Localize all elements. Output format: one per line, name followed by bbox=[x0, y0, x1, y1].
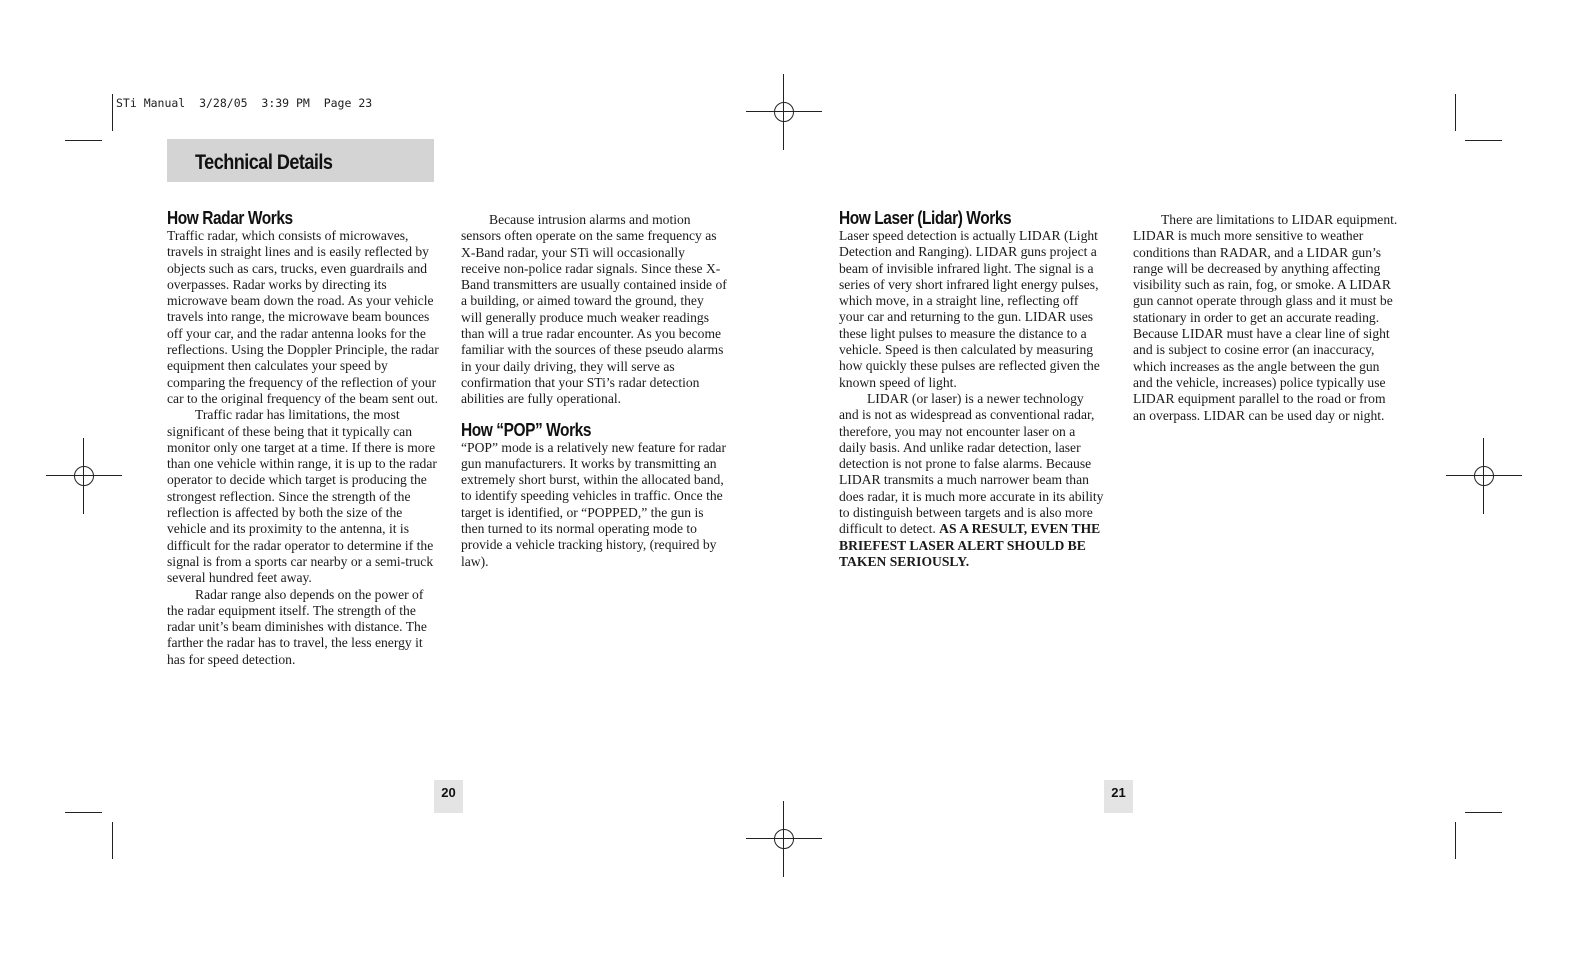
paragraph: There are limitations to LIDAR equipment. LIDAR is much more sensitive to weather conditions than RADAR, and a LIDAR gun’s range will be decreased by anything affecting visibility such as rain, fog, or smoke. A LIDAR gun cannot operate through glass and it must be stationary in order to get an accurate reading. Because LIDAR must have a clear line of sight and is subject to cosine error (an inaccuracy, which increases as the angle between the gun and the vehicle, increases) police typically use LIDAR equipment parallel to the road or from an overpass. LIDAR can be used day or night. bbox=[1133, 212, 1398, 423]
heading-how-radar-works: How Radar Works bbox=[167, 208, 293, 228]
heading-how-pop-works: How “POP” Works bbox=[461, 419, 592, 440]
paragraph: Laser speed detection is actually LIDAR (Light Detection and Ranging). LIDAR guns project a beam of invisible infrared light. The signal is a series of very short infrared light energy pulses, which move, in a straight line, reflecting off your car and returning to the gun. LIDAR uses these light pulses to measure the distance to a vehicle. Speed is then calculated by measuring how quickly these pulses are reflected given the known speed of light. bbox=[839, 228, 1100, 390]
crop-mark bbox=[1465, 812, 1502, 813]
warning-text: AS A RESULT, EVEN THE BRIEFEST LASER ALERT SHOULD BE TAKEN SERIOUSLY. bbox=[839, 521, 1101, 569]
heading-how-laser-works: How Laser (Lidar) Works bbox=[839, 208, 1012, 228]
column-lidar-limitations bbox=[1133, 212, 1401, 424]
column-how-laser-works bbox=[839, 208, 1105, 570]
crop-mark bbox=[112, 94, 113, 131]
column-how-radar-works bbox=[167, 208, 439, 668]
crop-mark bbox=[1455, 822, 1456, 859]
column-radar-continued bbox=[461, 212, 727, 570]
crop-mark bbox=[65, 140, 102, 141]
paragraph: “POP” mode is a relatively new feature for radar gun manufacturers. It works by transmitting an extremely short burst, within the allocated band, to identify speeding vehicles in traffic. Once the target is identified, or “POPPED,” the gun is then turned to its normal operating mode to provide a vehicle tracking history, (required by law). bbox=[461, 439, 726, 569]
registration-mark-icon bbox=[746, 74, 822, 150]
registration-mark-icon bbox=[746, 801, 822, 877]
paragraph bbox=[839, 391, 1105, 570]
paragraph: Radar range also depends on the power of the radar equipment itself. The strength of the radar unit’s beam diminishes with distance. The farther the radar has to travel, the less energy it has for speed detection. bbox=[167, 586, 427, 667]
paragraph: Traffic radar has limitations, the most significant of these being that it typically can monitor only one target at a time. If there is more than one vehicle within range, it is up to the radar operator to decide which target is producing the strongest reflection. Since the strength of the reflection is affected by both the size of the vehicle and its proximity to the antenna, it is difficult for the radar operator to determine if the signal is from a sports car nearby or a semi-truck several hundred feet away. bbox=[167, 407, 437, 586]
page-number: 20 bbox=[434, 780, 463, 813]
section-banner bbox=[167, 139, 434, 182]
paragraph: Traffic radar, which consists of microwaves, travels in straight lines and is easily reflected by objects such as cars, trucks, even guardrails and overpasses. Radar works by directing its microwave beam down the road. As your vehicle travels into range, the microwave beam bounces off your car, and the radar antenna looks for the reflections. Using the Doppler Principle, the radar equipment then calculates your speed by comparing the frequency of the reflection of your car to the original frequency of the beam sent out. bbox=[167, 228, 439, 406]
registration-mark-icon bbox=[1446, 438, 1522, 514]
crop-mark bbox=[1465, 140, 1502, 141]
paragraph: Because intrusion alarms and motion sensors often operate on the same frequency as X-Band radar, your STi will occasionally receive non-police radar signals. Since these X-Band transmitters are usually contained inside of a building, or aimed toward the ground, they will generally produce much weaker readings than will a true radar encounter. As you become familiar with the sources of these pseudo alarms in your daily driving, they will serve as confirmation that your STi’s radar detection abilities are fully operational. bbox=[461, 212, 727, 407]
crop-mark bbox=[112, 822, 113, 859]
crop-mark bbox=[65, 812, 102, 813]
page-number: 21 bbox=[1104, 780, 1133, 813]
registration-mark-icon bbox=[46, 438, 122, 514]
paragraph-text: LIDAR (or laser) is a newer technology and is not as widespread as conventional radar, therefore, you may not encounter laser on a daily basis. And unlike radar detection, laser detection is not prone to false alarms. Because LIDAR transmits a much narrower beam than does radar, it is much more accurate in its ability to distinguish between targets and is also more difficult to detect. bbox=[839, 390, 1104, 537]
section-title: Technical Details bbox=[195, 151, 333, 174]
crop-mark bbox=[1455, 94, 1456, 131]
printer-slug: STi Manual 3/28/05 3:39 PM Page 23 bbox=[116, 96, 373, 110]
